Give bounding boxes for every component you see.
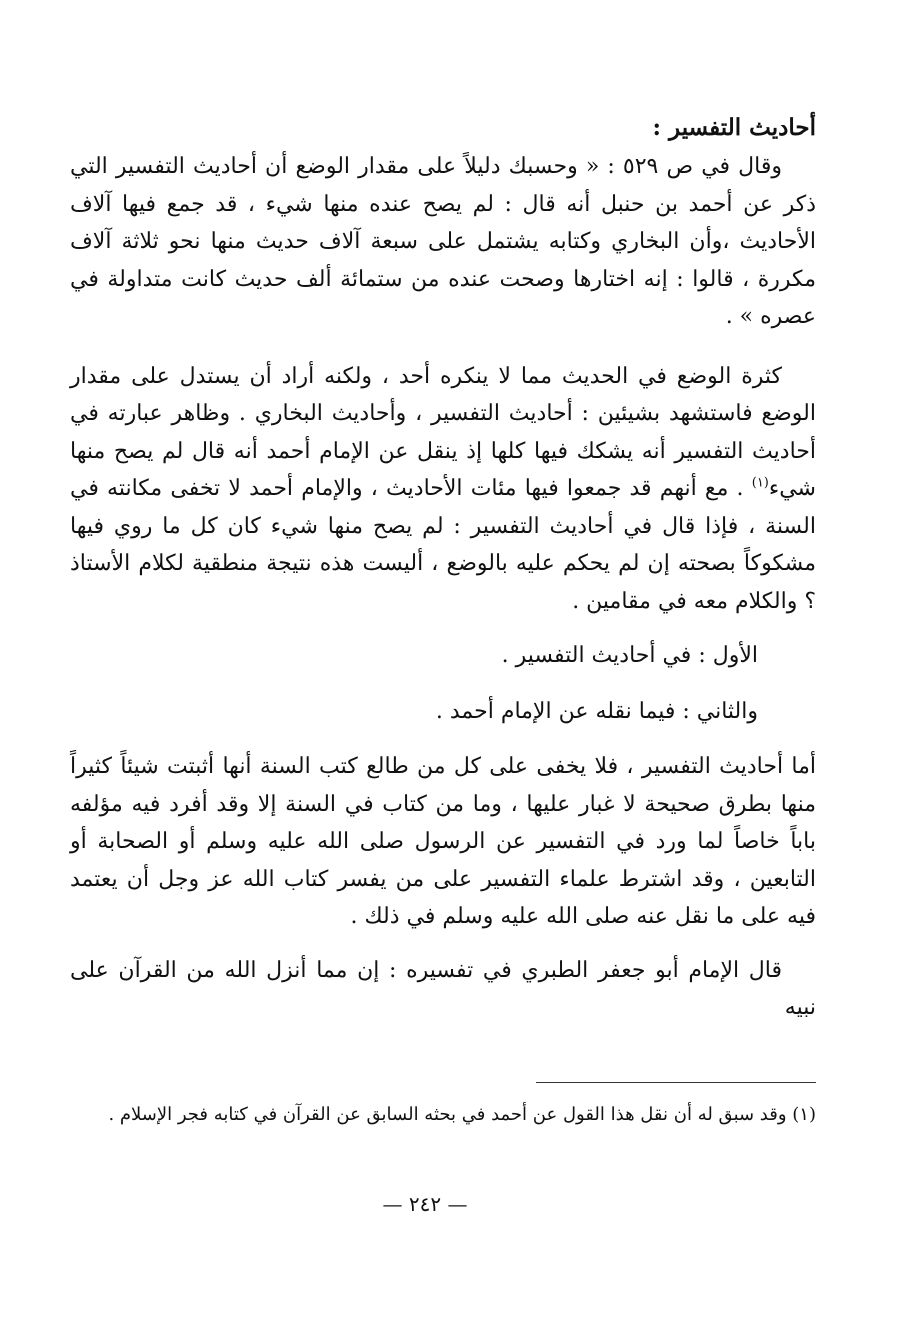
paragraph-argument-part1: كثرة الوضع في الحديث مما لا ينكره أحد ، ولكنه أراد أن يستدل على مقدار الوضع فاستشهد بشيئين : أحاديث التفسير ، وأحاديث البخاري . وظاهر عبارته في أحاديث التفسير أنه يشكك فيها كلها إذ ينقل عن الإمام أحمد أنه قال لم يصح منها شيء xyxy=(70,363,816,501)
paragraph-argument-part2: . مع أنهم قد جمعوا فيها مئات الأحاديث ، والإمام أحمد لا تخفى مكانته في السنة ، فإذا قال في أحاديث التفسير : لم يصح منها شيء كان كل ما روي فيها مشكوكاً بصحته إن لم يحكم عليه بالوضع ، أليست هذه نتيجة منطقية لكلام الأستاذ ؟ والكلام معه في مقامين . xyxy=(70,476,816,614)
paragraph-quote: وقال في ص ٥٢٩ : « وحسبك دليلاً على مقدار الوضع أن أحاديث التفسير التي ذكر عن أحمد بن حنبل أنه قال : لم يصح عنده منها شيء ، قد جمع فيها آلاف الأحاديث ،وأن البخاري وكتابه يشتمل على سبعة آلاف حديث منها نحو ثلاثة آلاف مكررة ، قالوا : إنه اختارها وصحت عنده من ستمائة ألف حديث كانت متداولة في عصره » . xyxy=(70,154,816,329)
footnote: (١) وقد سبق له أن نقل هذا القول عن أحمد في بحثه السابق عن القرآن في كتابه فجر الإسلام . xyxy=(108,1104,816,1125)
paragraph-tafsir: أما أحاديث التفسير ، فلا يخفى على كل من طالع كتب السنة أنها أثبتت شيئاً كثيراً منها بطرق صحيحة لا غبار عليها ، وما من كتاب في السنة إلا وقد أفرد فيه مؤلفه باباً خاصاً لما ورد في التفسير عن الرسول صلى الله عليه وسلم أو الصحابة أو التابعين ، وقد اشترط علماء التفسير على من يفسر كتاب الله عز وجل أن يعتمد فيه على ما نقل عنه صلى الله عليه وسلم في ذلك . xyxy=(70,754,816,929)
point-first: الأول : في أحاديث التفسير . xyxy=(501,643,758,668)
point-second: والثاني : فيما نقله عن الإمام أحمد . xyxy=(435,699,758,724)
paragraph-tabari: قال الإمام أبو جعفر الطبري في تفسيره : إن مما أنزل الله من القرآن على نبيه xyxy=(70,957,816,1020)
footnote-reference: (١) xyxy=(751,475,769,491)
spacer xyxy=(70,732,816,748)
footnote-divider xyxy=(536,1082,816,1083)
paragraph-argument xyxy=(70,358,816,621)
section-heading: أحاديث التفسير : xyxy=(652,114,816,141)
spacer xyxy=(70,620,816,636)
page-body xyxy=(70,108,816,1027)
spacer xyxy=(70,676,816,692)
spacer xyxy=(70,936,816,952)
page-number: — ٢٤٢ — xyxy=(382,1192,468,1216)
spacer xyxy=(70,336,816,358)
